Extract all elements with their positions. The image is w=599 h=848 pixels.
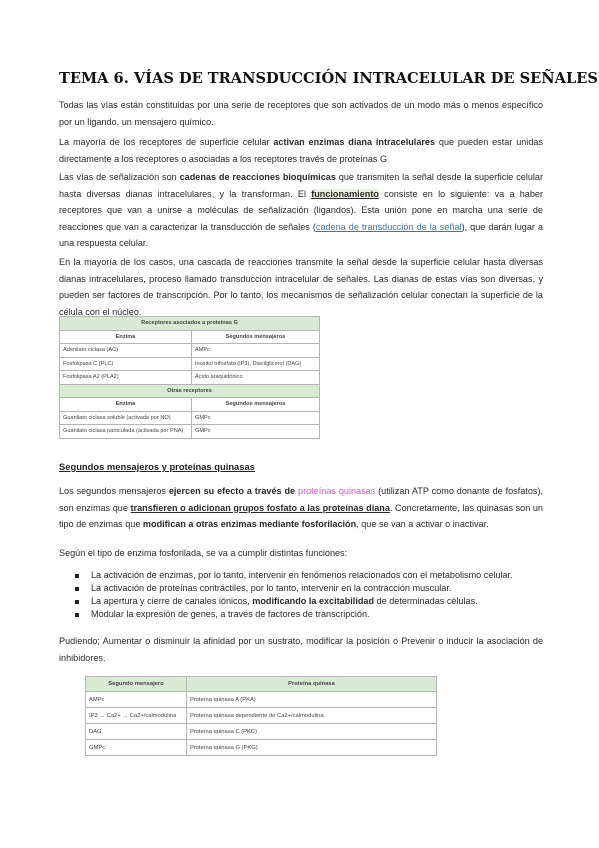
table-row <box>86 740 437 756</box>
table-cell: DAG <box>86 724 187 740</box>
text-run: Los segundos mensajeros <box>59 486 169 496</box>
paragraph-signaling <box>59 169 543 252</box>
text-bold-underlined: funcionamiento <box>311 188 379 199</box>
text-bold-underlined: transfieren o adicionan grupos fosfato a las proteínas diana <box>130 502 390 513</box>
list-item <box>59 569 539 582</box>
column-header: Enzima <box>60 330 192 344</box>
bullet-icon <box>75 574 79 578</box>
table-row <box>60 317 320 331</box>
functions-list <box>59 569 539 621</box>
table-section-title: Otras receptores <box>60 384 320 398</box>
list-item-text: de determinadas células. <box>374 596 478 606</box>
table-cell: GMPc <box>192 425 320 439</box>
table-title: Receptores asociados a proteínas G <box>60 317 320 331</box>
column-header: Segundos mensajeros <box>192 330 320 344</box>
table-cell: Inositol trifosfato (IP3), Diacilglicerol (DAG) <box>192 357 320 371</box>
column-header: Enzima <box>60 398 192 412</box>
text-bold: activan enzimas diana intracelulares <box>273 137 436 147</box>
table-cell: Ácido araquidónico <box>192 371 320 385</box>
table-cell: GMPc <box>192 411 320 425</box>
table-row <box>86 724 437 740</box>
text-run: , que se van a activar o inactivar. <box>356 519 489 529</box>
column-header: Segundo mensajero <box>86 677 187 692</box>
table-row <box>60 398 320 412</box>
column-header: Segundos mensajeros <box>192 398 320 412</box>
paragraph-functions: Según el tipo de enzima fosforilada, se va a cumplir distintas funciones: <box>59 548 348 558</box>
list-item-text: La activación de proteínas contráctiles, por lo tanto, intervenir en la contracción muscular. <box>91 583 452 593</box>
table-row <box>60 425 320 439</box>
text-bold: ejercen su efecto a través de <box>168 486 296 496</box>
table-row <box>86 708 437 724</box>
table-cell: GMPc <box>86 740 187 756</box>
table-cell: Proteína quinasa dependiente de Ca2+/calmodulina <box>187 708 437 724</box>
table-cell: AMPc <box>192 344 320 358</box>
table-row <box>60 384 320 398</box>
table-row <box>60 411 320 425</box>
text-run: Las vías de señalización son <box>59 172 180 182</box>
bullet-icon <box>75 587 79 591</box>
text-run: consiste en lo siguiente: va a haber receptores que van a unirse a moléculas de señalización (ligandos). Esta unión pone en marcha una serie de reacciones que van a caracterizar la transducción de señales ( <box>59 188 543 232</box>
table-cell: Proteína quinasa G (PKG) <box>187 740 437 756</box>
table-row <box>60 371 320 385</box>
list-item <box>59 595 539 608</box>
receptors-table <box>59 316 320 439</box>
text-run: La mayoría de los receptores de superficie celular <box>59 137 274 147</box>
list-item-text: La activación de enzimas, por lo tanto, intervenir en fenómenos relacionados con el metabolismo celular. <box>91 570 513 580</box>
table-cell: Fosfolipasa C (PLC) <box>60 357 192 371</box>
text-bold: modificando la excitabilidad <box>252 596 375 606</box>
table-cell: Guanilato ciclasa soluble (activada por NO) <box>60 411 192 425</box>
list-item-text: Modular la expresión de genes, a través de factores de transcripción. <box>91 609 370 619</box>
list-item <box>59 582 539 595</box>
table-cell: AMPc <box>86 692 187 708</box>
table-row <box>86 677 437 692</box>
table-cell: IP3 → Ca2+ → Ca2+/calmodulina <box>86 708 187 724</box>
page-title: TEMA 6. VÍAS DE TRANSDUCCIÓN INTRACELULAR DE SEÑALES <box>59 70 598 87</box>
list-item-text: La apertura y cierre de canales iónicos, <box>91 596 253 606</box>
bullet-icon <box>75 600 79 604</box>
table-row <box>60 344 320 358</box>
table-cell: Guanilato ciclasa particulada (activada por PNA) <box>60 425 192 439</box>
column-header: Proteína quinasa <box>187 677 437 692</box>
table-cell: Proteína quinasa C (PKC) <box>187 724 437 740</box>
text-link[interactable]: cadena de transducción de la señal <box>315 221 462 232</box>
table-row <box>86 692 437 708</box>
section-heading: Segundos mensajeros y proteínas quinasas <box>59 461 255 472</box>
text-highlight: proteínas quinasas <box>298 486 376 496</box>
paragraph-intro: Todas las vías están constituidas por una serie de receptores que son activados de un modo más o menos específico por un ligando, un mensajero químico. <box>59 100 543 127</box>
paragraph-cascade: En la mayoría de los casos, una cascada de reacciones transmite la señal desde la superficie celular hasta diversas dianas intracelulares, proceso llamado transducción intracelular de señales. Las dianas de estas vías son diversas, y pueden ser factores de transcripción. Por lo tanto, los mecanismos de señalización celular conectan la superficie de la célula con el núcleo. <box>59 257 543 317</box>
table-cell: Adenilato ciclasa (AC) <box>60 344 192 358</box>
text-run: que transmiten la señal desde la superficie celular hasta diversas dianas intracelulares, y la transforman. El <box>59 172 544 199</box>
paragraph-second-messengers <box>59 483 543 533</box>
table-cell: Proteína quinasa A (PKA) <box>187 692 437 708</box>
table-row <box>60 357 320 371</box>
kinases-table <box>85 676 437 756</box>
text-bold: modifican a otras enzimas mediante fosforilación <box>142 519 357 529</box>
text-run: que pueden estar unidas directamente a los receptores o asociadas a los receptores través de proteínas G <box>59 137 543 164</box>
paragraph-receptors <box>59 134 543 167</box>
paragraph-conclusion: Pudiendo; Aumentar o disminuir la afinidad por un sustrato, modificar la posición o Prevenir o inducir la asociación de inhibidores. <box>59 636 543 663</box>
text-run: . Concretamente, las quinasas son un tipo de enzimas que <box>59 502 543 529</box>
text-bold: cadenas de reacciones bioquímicas <box>179 172 336 182</box>
list-item <box>59 608 539 621</box>
bullet-icon <box>75 613 79 617</box>
text-run: ), que darán lugar a una respuesta celular. <box>59 221 543 248</box>
text-run: (utilizan ATP como donante de fosfatos), son enzimas que <box>59 486 543 513</box>
table-cell: Fosfolipasa A2 (PLA2) <box>60 371 192 385</box>
table-row <box>60 330 320 344</box>
